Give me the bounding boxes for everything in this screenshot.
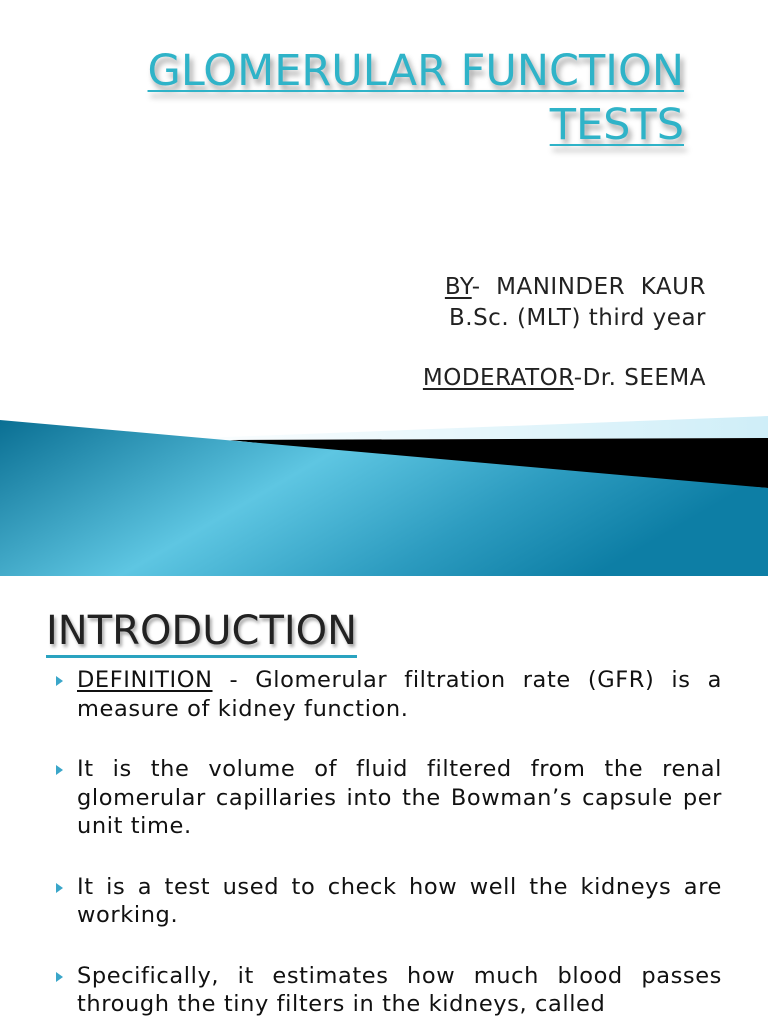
- right-triangle-bullet-icon: [56, 765, 63, 775]
- intro-heading: [46, 606, 357, 656]
- right-triangle-bullet-icon: [56, 676, 63, 686]
- moderator-label: MODERATOR: [422, 365, 574, 391]
- bullet-text: It is a test used to check how well the kidneys are working.: [77, 873, 722, 928]
- band-pale-strip: [150, 416, 768, 440]
- author-name: - MANINDER KAUR: [471, 274, 706, 300]
- title-line-1-text: GLOMERULAR FUNCTION: [147, 46, 684, 96]
- author-line: [286, 272, 706, 303]
- bullet-text: - Glomerular filtration rate (GFR) is a measure of kidney function.: [77, 667, 722, 722]
- moderator-name: -Dr. SEEMA: [573, 365, 706, 391]
- by-label: BY: [444, 274, 472, 300]
- list-item: [48, 873, 722, 930]
- bullet-list: [48, 666, 722, 1024]
- course-line: B.Sc. (MLT) third year: [448, 305, 706, 331]
- title-line-2-text: TESTS: [549, 100, 684, 150]
- decorative-band: [0, 410, 768, 576]
- bullet-text: It is the volume of fluid filtered from the renal glomerular capillaries into the Bowman’s capsule per unit time.: [77, 756, 722, 839]
- right-triangle-bullet-icon: [56, 972, 63, 982]
- right-triangle-bullet-icon: [56, 883, 63, 893]
- bullet-term: DEFINITION: [77, 667, 213, 693]
- list-item: [48, 666, 722, 723]
- list-item: [48, 962, 722, 1019]
- introduction-slide: [0, 576, 768, 1024]
- moderator-line: [286, 363, 706, 394]
- list-item: [48, 755, 722, 841]
- bullet-text: Specifically, it estimates how much blood passes through the tiny filters in the kidneys, called: [77, 962, 722, 1017]
- presentation-title: [64, 44, 684, 152]
- author-block: [286, 272, 706, 394]
- title-line-1: [64, 44, 684, 98]
- title-line-2: [64, 98, 684, 152]
- intro-heading-text: INTRODUCTION: [46, 608, 357, 658]
